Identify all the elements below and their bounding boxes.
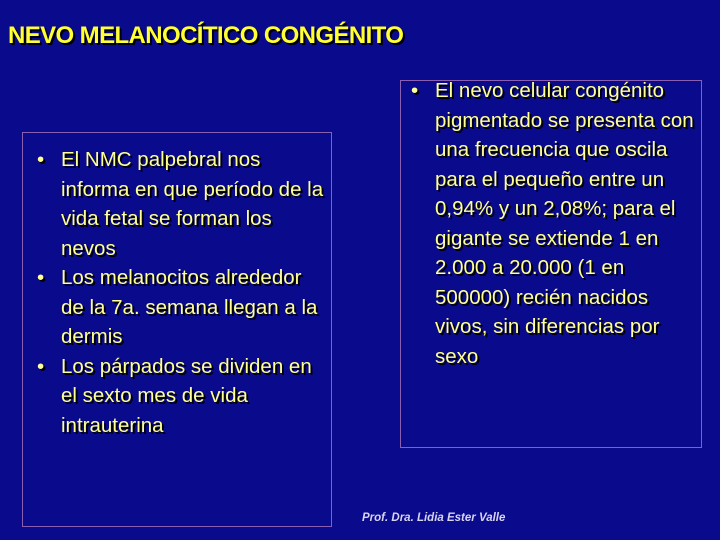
bullet-icon: • [37,148,45,171]
bullet-item [29,352,329,441]
bullet-item [29,263,329,352]
right-text-panel [400,80,702,448]
bullet-icon: • [37,266,45,289]
right-bullet-list [403,76,703,371]
left-text-panel [22,132,332,527]
bullet-text: El NMC palpebral nos informa en que período de la vida fetal se forman los nevos [61,148,324,260]
bullet-item [29,145,329,263]
author-footer: Prof. Dra. Lidia Ester Valle [362,512,506,524]
bullet-text: El nevo celular congénito pigmentado se presenta con una frecuencia que oscila para el pequeño entre un 0,94% y un 2,08%; para el gigante se extiende 1 en 2.000 a 20.000 (1 en 500000) recién nacidos vivos, sin diferencias por sexo [435,79,694,368]
slide-title: NEVO MELANOCÍTICO CONGÉNITO [8,22,404,49]
bullet-item [403,76,703,371]
bullet-text: Los melanocitos alrededor de la 7a. semana llegan a la dermis [61,266,318,348]
bullet-icon: • [411,79,419,102]
left-bullet-list [29,145,329,440]
bullet-icon: • [37,354,45,378]
bullet-text: Los párpados se dividen en el sexto mes de vida intrauterina [61,354,312,437]
